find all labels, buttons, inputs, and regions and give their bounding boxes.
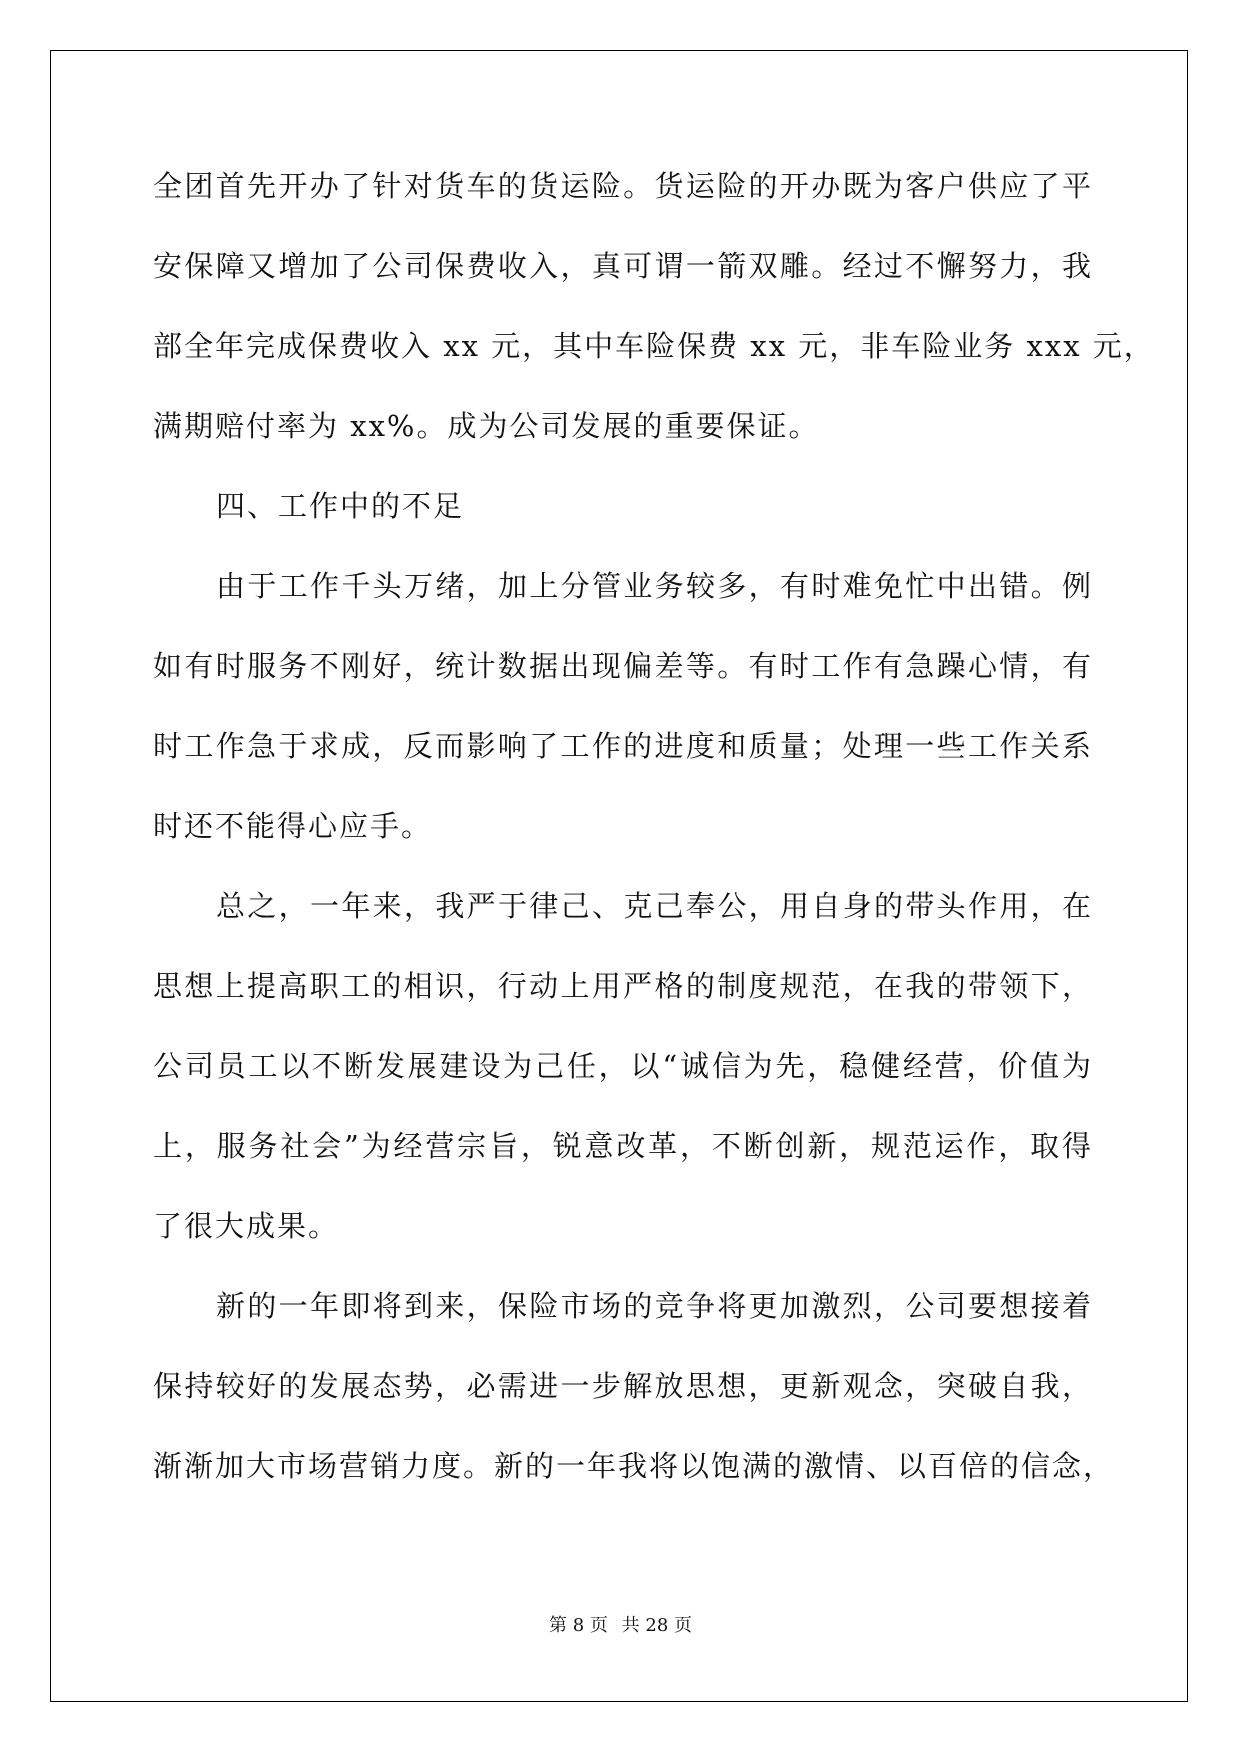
section-heading: 四、工作中的不足: [216, 489, 465, 523]
body-line: 全团首先开办了针对货车的货运险。货运险的开办既为客户供应了平: [153, 169, 1093, 203]
body-line: 部全年完成保费收入 xx 元，其中车险保费 xx 元，非车险业务 xxx 元，: [153, 329, 1155, 363]
body-line: 满期赔付率为 xx%。成为公司发展的重要保证。: [153, 409, 820, 443]
page-number: 第 8 页: [549, 1615, 608, 1636]
page-total: 共 28 页: [621, 1615, 692, 1636]
body-line: 公司员工以不断发展建设为己任，以“诚信为先，稳健经营，价值为: [153, 1049, 1093, 1083]
body-line: 安保障又增加了公司保费收入，真可谓一箭双雕。经过不懈努力，我: [153, 249, 1093, 283]
page-footer: [0, 1611, 1241, 1637]
body-line: 保持较好的发展态势，必需进一步解放思想，更新观念，突破自我，: [153, 1369, 1093, 1403]
body-line: 时还不能得心应手。: [153, 809, 433, 843]
body-line: 由于工作千头万绪，加上分管业务较多，有时难免忙中出错。例: [216, 569, 1093, 603]
body-line: 上，服务社会”为经营宗旨，锐意改革，不断创新，规范运作，取得: [153, 1129, 1093, 1163]
body-line: 如有时服务不刚好，统计数据出现偏差等。有时工作有急躁心情，有: [153, 649, 1093, 683]
body-line: 新的一年即将到来，保险市场的竞争将更加激烈，公司要想接着: [216, 1289, 1093, 1323]
body-line: 时工作急于求成，反而影响了工作的进度和质量；处理一些工作关系: [153, 729, 1093, 763]
body-line: 渐渐加大市场营销力度。新的一年我将以饱满的激情、以百倍的信念，: [153, 1449, 1115, 1483]
body-line: 思想上提高职工的相识，行动上用严格的制度规范，在我的带领下，: [153, 969, 1093, 1003]
body-line: 总之，一年来，我严于律己、克己奉公，用自身的带头作用，在: [216, 889, 1093, 923]
body-line: 了很大成果。: [153, 1209, 340, 1243]
